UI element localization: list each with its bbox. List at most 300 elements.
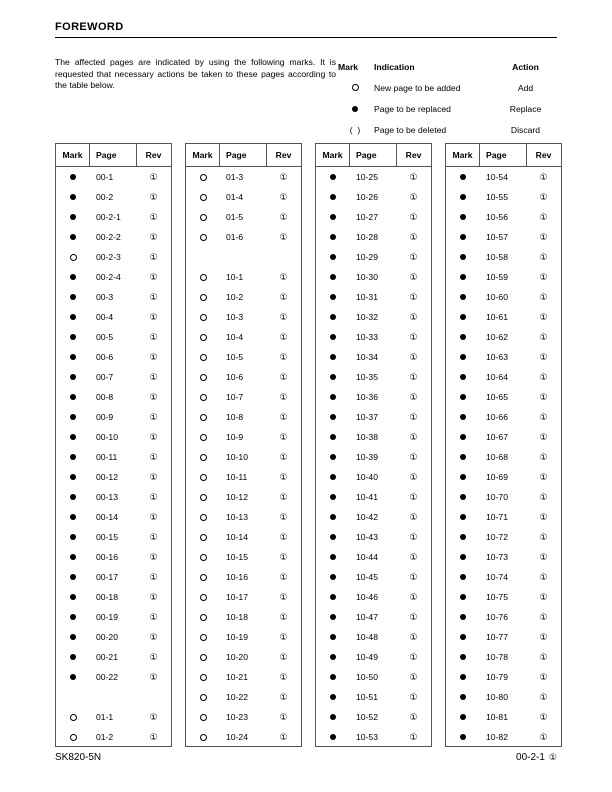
affected-pages-table-3 [315, 143, 432, 747]
rev-mark: ① [409, 531, 418, 542]
filled-circle-icon [330, 414, 336, 420]
page-number: 00-20 [96, 632, 118, 642]
page-number: 10-15 [226, 552, 248, 562]
filled-circle-mark [56, 534, 90, 540]
open-circle-mark [186, 374, 220, 381]
filled-circle-mark [446, 554, 480, 560]
page-number: 10-12 [226, 492, 248, 502]
rev-mark: ① [409, 371, 418, 382]
open-circle-mark [186, 674, 220, 681]
page-number: 10-38 [356, 432, 378, 442]
filled-circle-icon [460, 214, 466, 220]
open-circle-mark [186, 414, 220, 421]
page-number: 10-25 [356, 172, 378, 182]
rev-mark: ① [279, 731, 288, 742]
rev-mark: ① [409, 551, 418, 562]
open-circle-mark [186, 214, 220, 221]
filled-circle-mark [56, 514, 90, 520]
table-row [316, 467, 431, 487]
open-circle-icon [200, 374, 207, 381]
page-number: 10-34 [356, 352, 378, 362]
filled-circle-mark [56, 294, 90, 300]
rev-mark: ① [279, 371, 288, 382]
rev-mark: ① [539, 551, 548, 562]
intro-paragraph: The affected pages are indicated by using the following marks. It is requested that necessary actions be taken to these pages according to the table below. [55, 57, 336, 91]
table-body [56, 167, 171, 747]
filled-circle-mark [316, 554, 350, 560]
rev-mark: ① [279, 351, 288, 362]
rev-mark: ① [149, 211, 158, 222]
filled-circle-icon [330, 694, 336, 700]
page-number: 10-36 [356, 392, 378, 402]
filled-circle-mark [56, 654, 90, 660]
page-number: 10-23 [226, 712, 248, 722]
table-row [446, 507, 561, 527]
open-circle-mark [56, 254, 90, 261]
rev-mark: ① [149, 411, 158, 422]
filled-circle-mark [446, 514, 480, 520]
legend-action: Add [517, 82, 534, 93]
filled-circle-icon [460, 734, 466, 740]
page-number: 10-43 [356, 532, 378, 542]
rev-mark: ① [539, 391, 548, 402]
page-number: 10-16 [226, 572, 248, 582]
filled-circle-mark [316, 294, 350, 300]
rev-mark: ① [539, 411, 548, 422]
rev-mark: ① [539, 571, 548, 582]
filled-circle-icon [70, 574, 76, 580]
rev-mark: ① [279, 171, 288, 182]
table-row [316, 527, 431, 547]
table-row [446, 707, 561, 727]
open-circle-icon [200, 394, 207, 401]
rev-mark: ① [149, 731, 158, 742]
column-header-page: Page [220, 144, 267, 166]
table-row [56, 727, 171, 747]
page-number: 10-78 [486, 652, 508, 662]
rev-mark: ① [149, 651, 158, 662]
footer-page-number [516, 752, 557, 763]
filled-circle-icon [330, 394, 336, 400]
table-row [446, 647, 561, 667]
table-row [316, 187, 431, 207]
rev-mark: ① [539, 691, 548, 702]
legend-header-indication: Indication [374, 61, 415, 72]
filled-circle-icon [330, 234, 336, 240]
legend-header-mark: Mark [338, 61, 359, 72]
table-row [186, 487, 301, 507]
page-number: 00-2 [96, 192, 114, 202]
filled-circle-mark [316, 674, 350, 680]
rev-mark: ① [279, 331, 288, 342]
filled-circle-mark [56, 434, 90, 440]
page-number: 10-41 [356, 492, 378, 502]
filled-circle-mark [316, 234, 350, 240]
page-number: 10-52 [356, 712, 378, 722]
open-circle-mark [186, 334, 220, 341]
filled-circle-mark [446, 274, 480, 280]
table-row [186, 507, 301, 527]
page-number: 10-28 [356, 232, 378, 242]
filled-circle-icon [70, 354, 76, 360]
open-circle-mark [186, 354, 220, 361]
page-number: 10-68 [486, 452, 508, 462]
filled-circle-icon [460, 454, 466, 460]
filled-circle-icon [460, 314, 466, 320]
filled-circle-icon [70, 394, 76, 400]
open-circle-icon [70, 254, 77, 261]
page-number: 00-17 [96, 572, 118, 582]
rev-mark: ① [149, 711, 158, 722]
rev-mark: ① [149, 471, 158, 482]
filled-circle-mark [56, 194, 90, 200]
page-number: 10-39 [356, 452, 378, 462]
table-row [316, 547, 431, 567]
table-row [56, 607, 171, 627]
filled-circle-icon [330, 434, 336, 440]
page-number: 10-44 [356, 552, 378, 562]
column-header-mark: Mark [186, 144, 220, 166]
filled-circle-icon [70, 554, 76, 560]
table-row [446, 607, 561, 627]
table-row [56, 187, 171, 207]
table-row [446, 547, 561, 567]
filled-circle-icon [330, 214, 336, 220]
page-number: 10-32 [356, 312, 378, 322]
rev-mark: ① [539, 591, 548, 602]
rev-mark: ① [279, 491, 288, 502]
rev-mark: ① [409, 271, 418, 282]
filled-circle-mark [446, 194, 480, 200]
rev-mark: ① [149, 231, 158, 242]
table-header-row [446, 144, 561, 167]
filled-circle-icon [330, 574, 336, 580]
parentheses-mark: ( ) [349, 124, 361, 135]
table-row [316, 387, 431, 407]
table-row [446, 427, 561, 447]
rev-mark: ① [149, 611, 158, 622]
filled-circle-mark [316, 194, 350, 200]
affected-pages-table-2 [185, 143, 302, 747]
page-number: 10-2 [226, 292, 244, 302]
filled-circle-mark [56, 414, 90, 420]
page-number: 00-19 [96, 612, 118, 622]
rev-mark: ① [539, 231, 548, 242]
rev-mark: ① [539, 331, 548, 342]
rev-mark: ① [149, 451, 158, 462]
filled-circle-mark [56, 614, 90, 620]
table-row [56, 227, 171, 247]
filled-circle-mark [446, 714, 480, 720]
table-row [446, 407, 561, 427]
table-row [56, 387, 171, 407]
rev-mark: ① [539, 671, 548, 682]
table-row [56, 667, 171, 687]
table-row [186, 707, 301, 727]
rev-mark: ① [539, 171, 548, 182]
table-row [186, 227, 301, 247]
rev-mark: ① [409, 691, 418, 702]
page-number: 10-40 [356, 472, 378, 482]
table-row [446, 167, 561, 187]
page-number: 10-1 [226, 272, 244, 282]
page-number: 10-71 [486, 512, 508, 522]
table-row [316, 407, 431, 427]
table-row [186, 647, 301, 667]
table-row [56, 427, 171, 447]
rev-mark: ① [539, 431, 548, 442]
open-circle-icon [200, 314, 207, 321]
page-number: 00-9 [96, 412, 114, 422]
page-number: 10-29 [356, 252, 378, 262]
filled-circle-icon [330, 174, 336, 180]
rev-mark: ① [279, 291, 288, 302]
open-circle-icon [200, 634, 207, 641]
page-number: 10-47 [356, 612, 378, 622]
table-row [186, 327, 301, 347]
filled-circle-icon [330, 274, 336, 280]
filled-circle-icon [70, 314, 76, 320]
page-number: 10-7 [226, 392, 244, 402]
table-row [186, 567, 301, 587]
filled-circle-icon [330, 714, 336, 720]
filled-circle-icon [460, 654, 466, 660]
rev-mark: ① [149, 171, 158, 182]
column-header-mark: Mark [56, 144, 90, 166]
page-number: 00-10 [96, 432, 118, 442]
open-circle-mark [186, 194, 220, 201]
rev-mark: ① [279, 671, 288, 682]
filled-circle-mark [316, 634, 350, 640]
page-number: 10-27 [356, 212, 378, 222]
rev-mark: ① [279, 631, 288, 642]
page-number: 00-7 [96, 372, 114, 382]
filled-circle-mark [316, 614, 350, 620]
rev-mark: ① [409, 571, 418, 582]
table-body [186, 167, 301, 747]
rev-mark: ① [279, 271, 288, 282]
filled-circle-icon [460, 634, 466, 640]
page-number: 10-24 [226, 732, 248, 742]
filled-circle-mark [316, 434, 350, 440]
filled-circle-icon [460, 194, 466, 200]
filled-circle-mark [316, 734, 350, 740]
open-circle-mark [186, 234, 220, 241]
filled-circle-mark [56, 274, 90, 280]
rev-mark: ① [409, 671, 418, 682]
table-row [446, 207, 561, 227]
filled-circle-icon [460, 554, 466, 560]
table-row [446, 627, 561, 647]
open-circle-icon [200, 194, 207, 201]
open-circle-mark [56, 734, 90, 741]
rev-mark: ① [279, 231, 288, 242]
page-number: 10-42 [356, 512, 378, 522]
page-number: 00-22 [96, 672, 118, 682]
table-body [446, 167, 561, 747]
filled-circle-mark [446, 174, 480, 180]
filled-circle-icon [70, 654, 76, 660]
filled-circle-mark [446, 494, 480, 500]
open-circle-icon [200, 454, 207, 461]
rev-mark: ① [409, 511, 418, 522]
filled-circle-icon [70, 494, 76, 500]
page-number: 00-3 [96, 292, 114, 302]
rev-mark: ① [539, 471, 548, 482]
page-number: 10-62 [486, 332, 508, 342]
table-row [446, 307, 561, 327]
filled-circle-mark [316, 374, 350, 380]
open-circle-mark [186, 314, 220, 321]
page-number: 01-1 [96, 712, 114, 722]
column-header-mark: Mark [446, 144, 480, 166]
page-number: 00-16 [96, 552, 118, 562]
page-number: 00-2-4 [96, 272, 121, 282]
table-row [316, 587, 431, 607]
filled-circle-icon [330, 494, 336, 500]
filled-circle-mark [316, 394, 350, 400]
rev-mark: ① [409, 291, 418, 302]
table-row [316, 567, 431, 587]
filled-circle-mark [56, 174, 90, 180]
rev-mark: ① [539, 211, 548, 222]
rev-mark: ① [279, 431, 288, 442]
rev-mark: ① [409, 211, 418, 222]
rev-mark: ① [409, 431, 418, 442]
table-row [56, 547, 171, 567]
filled-circle-icon [460, 614, 466, 620]
page-number: 00-8 [96, 392, 114, 402]
rev-mark: ① [149, 531, 158, 542]
table-row [186, 387, 301, 407]
table-row [316, 427, 431, 447]
table-row [316, 207, 431, 227]
rev-mark: ① [539, 251, 548, 262]
filled-circle-mark [56, 674, 90, 680]
filled-circle-icon [330, 314, 336, 320]
rev-mark: ① [279, 211, 288, 222]
filled-circle-mark [316, 534, 350, 540]
rev-mark: ① [279, 611, 288, 622]
page-number: 10-4 [226, 332, 244, 342]
open-circle-icon [200, 694, 207, 701]
page-number: 10-73 [486, 552, 508, 562]
open-circle-mark [186, 654, 220, 661]
rev-mark: ① [149, 371, 158, 382]
open-circle-mark [186, 434, 220, 441]
table-row [316, 627, 431, 647]
table-row [446, 527, 561, 547]
rev-mark: ① [409, 311, 418, 322]
filled-circle-mark [56, 354, 90, 360]
open-circle-icon [200, 594, 207, 601]
filled-circle-icon [70, 534, 76, 540]
open-circle-icon [200, 214, 207, 221]
page-number: 10-30 [356, 272, 378, 282]
legend-indication: Page to be replaced [374, 103, 451, 114]
open-circle-mark [186, 614, 220, 621]
filled-circle-icon [460, 494, 466, 500]
filled-circle-mark [316, 594, 350, 600]
table-row [186, 447, 301, 467]
table-row [56, 467, 171, 487]
rev-mark: ① [539, 611, 548, 622]
page-number: 10-51 [356, 692, 378, 702]
filled-circle-mark [446, 314, 480, 320]
page-number: 10-49 [356, 652, 378, 662]
rev-mark: ① [409, 251, 418, 262]
table-row [316, 487, 431, 507]
rev-mark: ① [149, 251, 158, 262]
table-row [186, 367, 301, 387]
table-header-row [56, 144, 171, 167]
filled-circle-mark [316, 414, 350, 420]
legend-row-add [336, 77, 557, 98]
page-number: 00-2-2 [96, 232, 121, 242]
filled-circle-icon [330, 294, 336, 300]
table-row [186, 667, 301, 687]
open-circle-icon [200, 614, 207, 621]
table-row [316, 687, 431, 707]
page-number: 00-14 [96, 512, 118, 522]
open-circle-mark [186, 634, 220, 641]
table-row [446, 687, 561, 707]
page-number: 10-79 [486, 672, 508, 682]
page-number: 01-5 [226, 212, 244, 222]
rev-mark: ① [279, 591, 288, 602]
rev-mark: ① [409, 591, 418, 602]
page-number: 10-50 [356, 672, 378, 682]
page-number: 10-74 [486, 572, 508, 582]
filled-circle-mark [316, 654, 350, 660]
open-circle-mark [186, 554, 220, 561]
rev-mark: ① [539, 451, 548, 462]
filled-circle-icon [70, 514, 76, 520]
filled-circle-mark [56, 634, 90, 640]
rev-mark: ① [149, 591, 158, 602]
table-row [316, 267, 431, 287]
table-row [446, 587, 561, 607]
rev-mark: ① [539, 271, 548, 282]
filled-circle-mark [316, 254, 350, 260]
filled-circle-mark [446, 614, 480, 620]
table-row [56, 447, 171, 467]
table-row [446, 447, 561, 467]
filled-circle-icon [460, 534, 466, 540]
table-row [56, 527, 171, 547]
filled-circle-mark [56, 454, 90, 460]
page-number: 00-4 [96, 312, 114, 322]
footer-model-number: SK820-5N [55, 752, 102, 763]
rev-mark: ① [279, 551, 288, 562]
filled-circle-icon [330, 474, 336, 480]
filled-circle-icon [460, 694, 466, 700]
filled-circle-icon [330, 594, 336, 600]
page-number: 10-57 [486, 232, 508, 242]
table-row [56, 407, 171, 427]
table-row [446, 267, 561, 287]
filled-circle-icon [460, 234, 466, 240]
filled-circle-icon [460, 354, 466, 360]
open-circle-icon [70, 734, 77, 741]
rev-mark: ① [409, 411, 418, 422]
page-number: 10-72 [486, 532, 508, 542]
rev-mark: ① [149, 671, 158, 682]
open-circle-icon [200, 294, 207, 301]
affected-pages-table-1 [55, 143, 172, 747]
filled-circle-mark [316, 334, 350, 340]
legend-header-row [336, 56, 557, 77]
